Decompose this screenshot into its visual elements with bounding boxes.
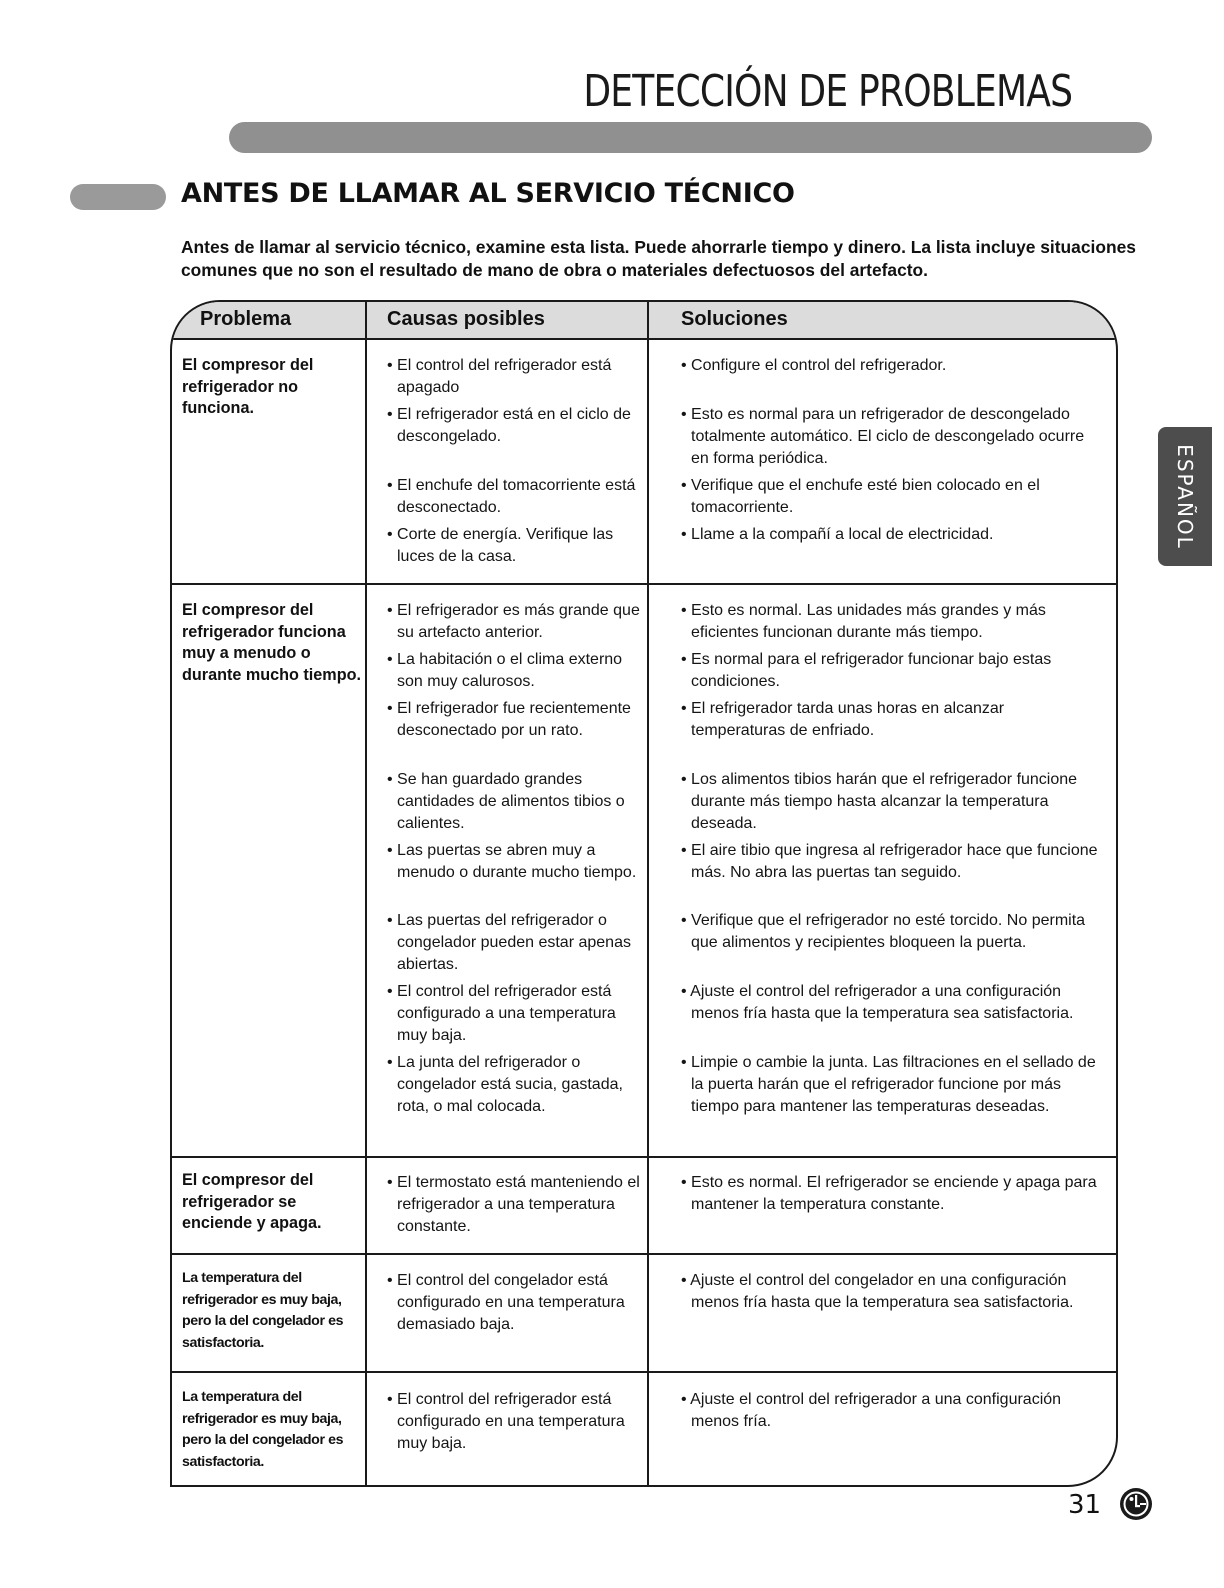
solution-item: • El aire tibio que ingresa al refrigerador hace que funcione más. No abra las puertas tan seguido. (681, 842, 1098, 881)
page-title: DETECCIÓN DE PROBLEMAS (583, 66, 1072, 117)
cause-item: • El control del refrigerador está configurado a una temperatura muy baja. (387, 983, 616, 1044)
solution-item: • Verifique que el refrigerador no esté torcido. No permita que alimentos y recipientes bloqueen la puerta. (681, 912, 1086, 951)
problem-cell: La temperatura del refrigerador es muy baja, pero la del congelador es satisfactoria. (182, 1389, 344, 1470)
cause-item: • El control del refrigerador está apagado (387, 357, 612, 396)
solution-item: • Llame a la compañí a local de electricidad. (681, 526, 994, 543)
title-bar (229, 122, 1152, 153)
cause-item: • El termostato está manteniendo el refrigerador a una temperatura constante. (387, 1174, 640, 1235)
row-divider (172, 1253, 1116, 1255)
lg-logo-icon (1119, 1487, 1153, 1521)
header-causas: Causas posibles (387, 308, 545, 330)
troubleshooting-table (170, 300, 1118, 1487)
cause-item: • El refrigerador está en el ciclo de descongelado. (387, 406, 631, 445)
row-divider (172, 1371, 1116, 1373)
page-number: 31 (1068, 1490, 1102, 1520)
section-marker (70, 184, 166, 210)
cause-item: • El refrigerador fue recientemente desconectado por un rato. (387, 700, 631, 739)
header-soluciones: Soluciones (681, 308, 788, 330)
solution-item: • Ajuste el control del refrigerador a una configuración menos fría hasta que la temperatura sea satisfactoria. (681, 983, 1074, 1022)
problem-cell: El compresor del refrigerador se enciende y apaga. (182, 1171, 322, 1232)
table-header (172, 302, 1116, 340)
header-problema: Problema (200, 308, 292, 330)
solution-item: • Ajuste el control del refrigerador a una configuración menos fría. (681, 1391, 1062, 1430)
cause-item: • La junta del refrigerador o congelador está sucia, gastada, rota, o mal colocada. (387, 1054, 623, 1115)
problem-cell: El compresor del refrigerador no funciona. (182, 356, 314, 417)
problem-cell: La temperatura del refrigerador es muy baja, pero la del congelador es satisfactoria. (182, 1270, 344, 1351)
solution-item: • El refrigerador tarda unas horas en alcanzar temperaturas de enfriado. (681, 700, 1005, 739)
cause-item: • El control del refrigerador está configurado en una temperatura muy baja. (387, 1391, 625, 1452)
problem-cell: El compresor del refrigerador funciona muy a menudo o durante mucho tiempo. (182, 601, 361, 684)
cause-item: • La habitación o el clima externo son muy calurosos. (387, 651, 623, 690)
row-divider (172, 1156, 1116, 1158)
section-heading: ANTES DE LLAMAR AL SERVICIO TÉCNICO (181, 178, 795, 209)
cause-item: • El refrigerador es más grande que su artefacto anterior. (387, 602, 640, 641)
solution-item: • Es normal para el refrigerador funcionar bajo estas condiciones. (681, 651, 1052, 690)
solution-item: • Esto es normal. Las unidades más grandes y más eficientes funcionan durante más tiempo. (681, 602, 1046, 641)
cause-item: • El enchufe del tomacorriente está desconectado. (387, 477, 636, 516)
solution-item: • Esto es normal. El refrigerador se enciende y apaga para mantener la temperatura constante. (681, 1174, 1097, 1213)
row-divider (172, 583, 1116, 585)
cause-item: • El control del congelador está configurado en una temperatura demasiado baja. (387, 1272, 625, 1333)
language-tab (1158, 427, 1212, 566)
solution-item: • Limpie o cambie la junta. Las filtraciones en el sellado de la puerta harán que el refrigerador funcione por más tiempo para mantener las temperaturas deseadas. (681, 1054, 1096, 1115)
solution-item: • Esto es normal para un refrigerador de descongelado totalmente automático. El ciclo de descongelado ocurre en forma periódica. (681, 406, 1085, 467)
solution-item: • Los alimentos tibios harán que el refrigerador funcione durante más tiempo hasta alcanzar la temperatura deseada. (681, 771, 1078, 832)
solution-item: • Configure el control del refrigerador. (681, 357, 947, 374)
cause-item: • Las puertas se abren muy a menudo o durante mucho tiempo. (387, 842, 637, 881)
intro-text: Antes de llamar al servicio técnico, examine esta lista. Puede ahorrarle tiempo y dinero. La lista incluye situaciones comunes que no son el resultado de mano de obra o materiales defectuosos del artefacto. (181, 237, 1136, 280)
language-tab-label: ESPAÑOL (1173, 443, 1197, 550)
column-divider (647, 302, 649, 1485)
cause-item: • Corte de energía. Verifique las luces de la casa. (387, 526, 614, 565)
cause-item: • Se han guardado grandes cantidades de alimentos tibios o calientes. (387, 771, 625, 832)
cause-item: • Las puertas del refrigerador o congelador pueden estar apenas abiertas. (387, 912, 631, 973)
solution-item: • Ajuste el control del congelador en una configuración menos fría hasta que la temperatura sea satisfactoria. (681, 1272, 1074, 1311)
solution-item: • Verifique que el enchufe esté bien colocado en el tomacorriente. (681, 477, 1040, 516)
